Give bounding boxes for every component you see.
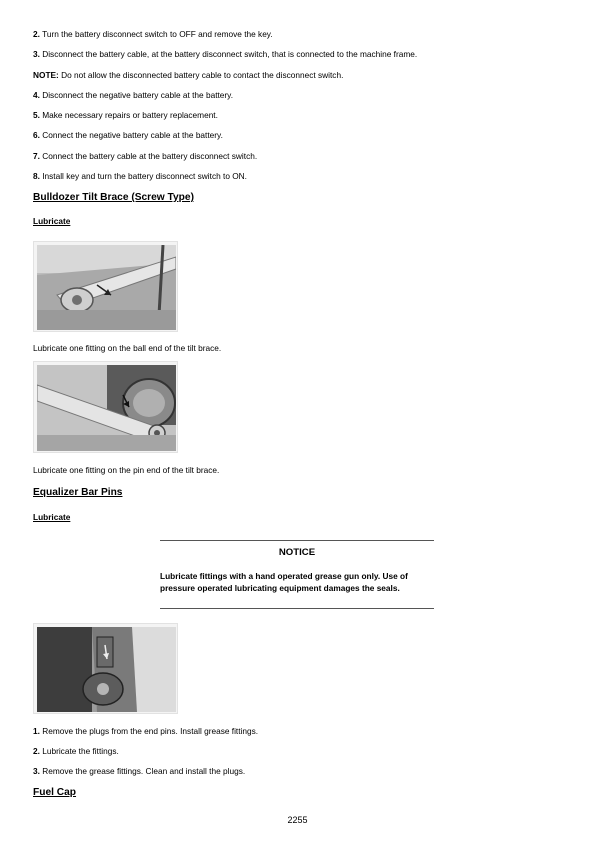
section-heading-equalizer-bar: Equalizer Bar Pins	[33, 487, 123, 498]
note: NOTE: Do not allow the disconnected battery cable to contact the disconnect switch.	[33, 70, 344, 80]
subheading-lubricate-2: Lubricate	[33, 512, 71, 522]
section-heading-fuel-cap: Fuel Cap	[33, 787, 77, 798]
eq-step-1: 1. Remove the plugs from the end pins. Install grease fittings.	[33, 726, 259, 736]
step-8: 8. Install key and turn the battery disconnect switch to ON.	[33, 171, 247, 181]
eq-step-2: 2. Lubricate the fittings.	[33, 746, 119, 756]
step-2: 2. Turn the battery disconnect switch to OFF and remove the key.	[33, 29, 273, 39]
notice-rule-top	[160, 540, 434, 541]
caption-ball-end: Lubricate one fitting on the ball end of the tilt brace.	[33, 343, 222, 353]
photo-tilt-brace-pin-end	[33, 361, 178, 453]
photo-tilt-brace-ball-end	[33, 241, 178, 332]
step-4: 4. Disconnect the negative battery cable at the battery.	[33, 90, 234, 100]
step-3: 3. Disconnect the battery cable, at the battery disconnect switch, that is connected to the machine frame.	[33, 49, 418, 59]
notice-text: Lubricate fittings with a hand operated grease gun only. Use of pressure operated lubricating equipment damages the seals.	[160, 571, 408, 593]
photo-equalizer-bar-pin	[33, 623, 178, 714]
step-7: 7. Connect the battery cable at the battery disconnect switch.	[33, 151, 258, 161]
page-number: 2255	[287, 815, 308, 825]
notice-rule-bottom	[160, 608, 434, 609]
notice-title: NOTICE	[278, 547, 316, 558]
eq-step-3: 3. Remove the grease fittings. Clean and install the plugs.	[33, 766, 246, 776]
step-6: 6. Connect the negative battery cable at the battery.	[33, 130, 223, 140]
step-5: 5. Make necessary repairs or battery replacement.	[33, 110, 218, 120]
subheading-lubricate: Lubricate	[33, 216, 71, 226]
caption-pin-end: Lubricate one fitting on the pin end of the tilt brace.	[33, 465, 220, 475]
section-heading-tilt-brace: Bulldozer Tilt Brace (Screw Type)	[33, 192, 194, 203]
